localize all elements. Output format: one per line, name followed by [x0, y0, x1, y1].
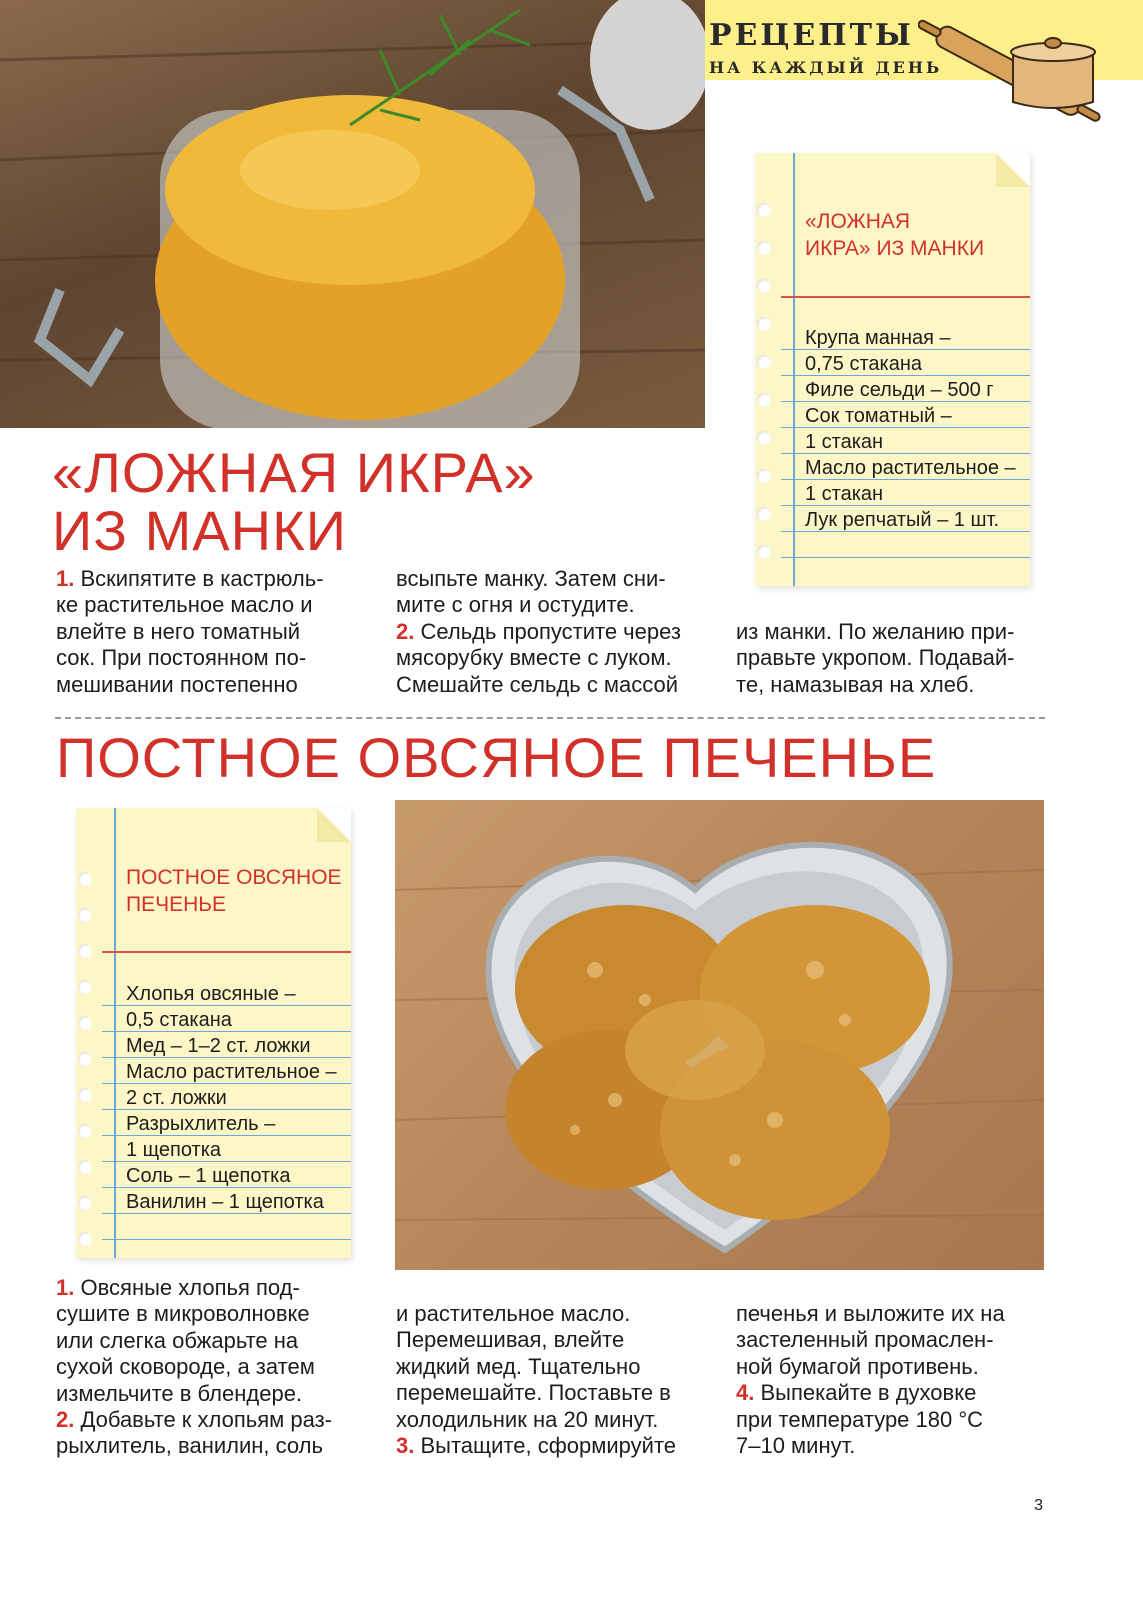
text-line: сок. При постоянном по-: [56, 645, 307, 671]
ingredient-line: Мед – 1–2 ст. ложки: [126, 1035, 311, 1057]
card-hole: [78, 872, 92, 886]
text-line: ке растительное масло и: [56, 592, 313, 618]
card-hole: [757, 393, 771, 407]
ingredient-line: 2 ст. ложки: [126, 1087, 227, 1109]
caviar-jar-photo: [0, 0, 705, 428]
cookies-illustration: [395, 800, 1044, 1270]
card-title-line: ПЕЧЕНЬЕ: [126, 893, 227, 916]
text-line: [56, 1407, 391, 1433]
card-hole: [757, 317, 771, 331]
text-line: перемешайте. Поставьте в: [396, 1380, 671, 1406]
card-title-line: ПОСТНОЕ ОВСЯНОЕ: [126, 866, 342, 889]
text-line: мясорубку вместе с луком.: [396, 645, 672, 671]
ingredient-line: 0,75 стакана: [805, 353, 923, 375]
ingredient-card-caviar: [755, 153, 1030, 586]
text-line: те, намазывая на хлеб.: [736, 671, 975, 697]
card-hole: [757, 545, 771, 559]
card-title: [126, 864, 342, 918]
rolling-pin-pot-icon: [918, 14, 1108, 134]
header-subtitle: НА КАЖДЫЙ ДЕНЬ: [709, 58, 943, 77]
card-title-line: «ЛОЖНАЯ: [805, 210, 911, 233]
recipe1-column-1: [56, 566, 386, 698]
card-fold: [317, 808, 351, 842]
card-rule: [102, 1239, 351, 1240]
step-number: 3.: [396, 1433, 415, 1459]
text-line: сушите в микроволновке: [56, 1301, 310, 1327]
step-number: 2.: [396, 618, 415, 644]
text-line: ной бумагой противень.: [736, 1353, 979, 1379]
ingredient-line: Филе сельди – 500 г: [805, 379, 994, 401]
ingredient-line: Крупа манная –: [805, 327, 951, 349]
card-hole: [78, 1196, 92, 1210]
card-hole: [78, 1232, 92, 1246]
text-line: всыпьте манку. Затем сни-: [396, 566, 666, 591]
card-hole: [78, 1016, 92, 1030]
text-line: правьте укропом. Подавай-: [736, 645, 1015, 671]
card-margin-line: [114, 808, 116, 1258]
card-hole: [757, 241, 771, 255]
recipe-title-line: ИЗ МАНКИ: [52, 499, 347, 562]
step-number: 4.: [736, 1380, 755, 1406]
card-margin-line: [793, 153, 795, 586]
ingredient-line: 1 стакан: [805, 483, 884, 505]
step-number: 1.: [56, 1275, 75, 1300]
card-hole: [757, 507, 771, 521]
text-line: при температуре 180 °C: [736, 1406, 984, 1432]
oat-cookies-photo: [395, 800, 1044, 1270]
text-line: жидкий мед. Тщательно: [396, 1353, 641, 1379]
page-number: 3: [1034, 1497, 1043, 1514]
card-hole: [78, 980, 92, 994]
text-line: печенья и выложите их на: [736, 1301, 1005, 1326]
text-line: Перемешивая, влейте: [396, 1327, 625, 1353]
card-hole: [757, 469, 771, 483]
card-hole: [78, 1160, 92, 1174]
text-line: влейте в него томатный: [56, 618, 301, 644]
text-line: [56, 566, 386, 592]
card-fold: [996, 153, 1030, 187]
header-title: РЕЦЕПТЫ: [709, 18, 914, 53]
card-hole: [78, 1052, 92, 1066]
section-divider: [55, 717, 1045, 719]
recipe2-column-1: [56, 1275, 391, 1460]
text-line: сухой сковороде, а затем: [56, 1354, 315, 1380]
ingredient-line: Лук репчатый – 1 шт.: [805, 509, 1000, 531]
recipe1-column-3: [736, 619, 1066, 698]
step-text: Вытащите, сформируйте: [414, 1433, 677, 1459]
step-text: Добавьте к хлопьям раз-: [74, 1407, 333, 1433]
text-line: [736, 1380, 1071, 1406]
card-hole: [78, 908, 92, 922]
text-line: мешивании постепенно: [56, 671, 298, 697]
ingredient-line: Ванилин – 1 щепотка: [126, 1191, 324, 1213]
step-text: Овсяные хлопья под-: [74, 1275, 300, 1300]
ingredient-line: Масло растительное –: [126, 1061, 337, 1083]
text-line: застеленный промаслен-: [736, 1327, 994, 1353]
card-hole: [757, 355, 771, 369]
header-banner: [693, 0, 1143, 80]
text-line: холодильник на 20 минут.: [396, 1406, 659, 1432]
recipe2-column-3: [736, 1301, 1071, 1459]
ingredient-line: 1 стакан: [805, 431, 884, 453]
step-text: Сельдь пропустите через: [414, 618, 681, 644]
recipe-title-line: «ЛОЖНАЯ ИКРА»: [52, 441, 536, 504]
card-hole: [757, 279, 771, 293]
card-hole: [78, 1088, 92, 1102]
ingredient-line: 1 щепотка: [126, 1139, 222, 1161]
recipe-title-caviar: [52, 441, 536, 562]
card-rule: [781, 557, 1030, 558]
text-line: [56, 1275, 391, 1301]
text-line: [396, 619, 726, 645]
text-line: измельчите в блендере.: [56, 1380, 303, 1406]
step-text: Выпекайте в духовке: [754, 1380, 977, 1406]
text-line: мите с огня и остудите.: [396, 592, 635, 618]
step-number: 1.: [56, 566, 75, 591]
card-red-rule: [781, 296, 1030, 298]
card-red-rule: [102, 951, 351, 953]
ingredient-line: Соль – 1 щепотка: [126, 1165, 291, 1187]
text-line: или слегка обжарьте на: [56, 1327, 299, 1353]
card-title-line: ИКРА» ИЗ МАНКИ: [805, 237, 985, 260]
card-title: [805, 208, 984, 262]
card-hole: [78, 1124, 92, 1138]
text-line: и растительное масло.: [396, 1301, 631, 1326]
step-text: Вскипятите в кастрюль-: [74, 566, 324, 591]
recipe2-column-2: [396, 1301, 731, 1459]
text-line: рыхлитель, ванилин, соль: [56, 1433, 323, 1459]
ingredient-line: Хлопья овсяные –: [126, 983, 296, 1005]
text-line: из манки. По желанию при-: [736, 619, 1015, 644]
ingredient-line: Масло растительное –: [805, 457, 1016, 479]
ingredient-line: Сок томатный –: [805, 405, 952, 427]
text-line: [396, 1433, 731, 1459]
ingredient-card-cookies: [76, 808, 351, 1258]
text-line: 7–10 минут.: [736, 1433, 856, 1459]
ingredient-line: Разрыхлитель –: [126, 1113, 276, 1135]
card-hole: [78, 944, 92, 958]
recipe1-column-2: [396, 566, 726, 698]
step-number: 2.: [56, 1407, 75, 1433]
card-hole: [757, 431, 771, 445]
card-hole: [757, 203, 771, 217]
ingredient-line: 0,5 стакана: [126, 1009, 232, 1031]
text-line: Смешайте сельдь с массой: [396, 671, 679, 697]
jar-illustration: [0, 0, 705, 428]
recipe-title-cookies: ПОСТНОЕ ОВСЯНОЕ ПЕЧЕНЬЕ: [56, 726, 937, 789]
